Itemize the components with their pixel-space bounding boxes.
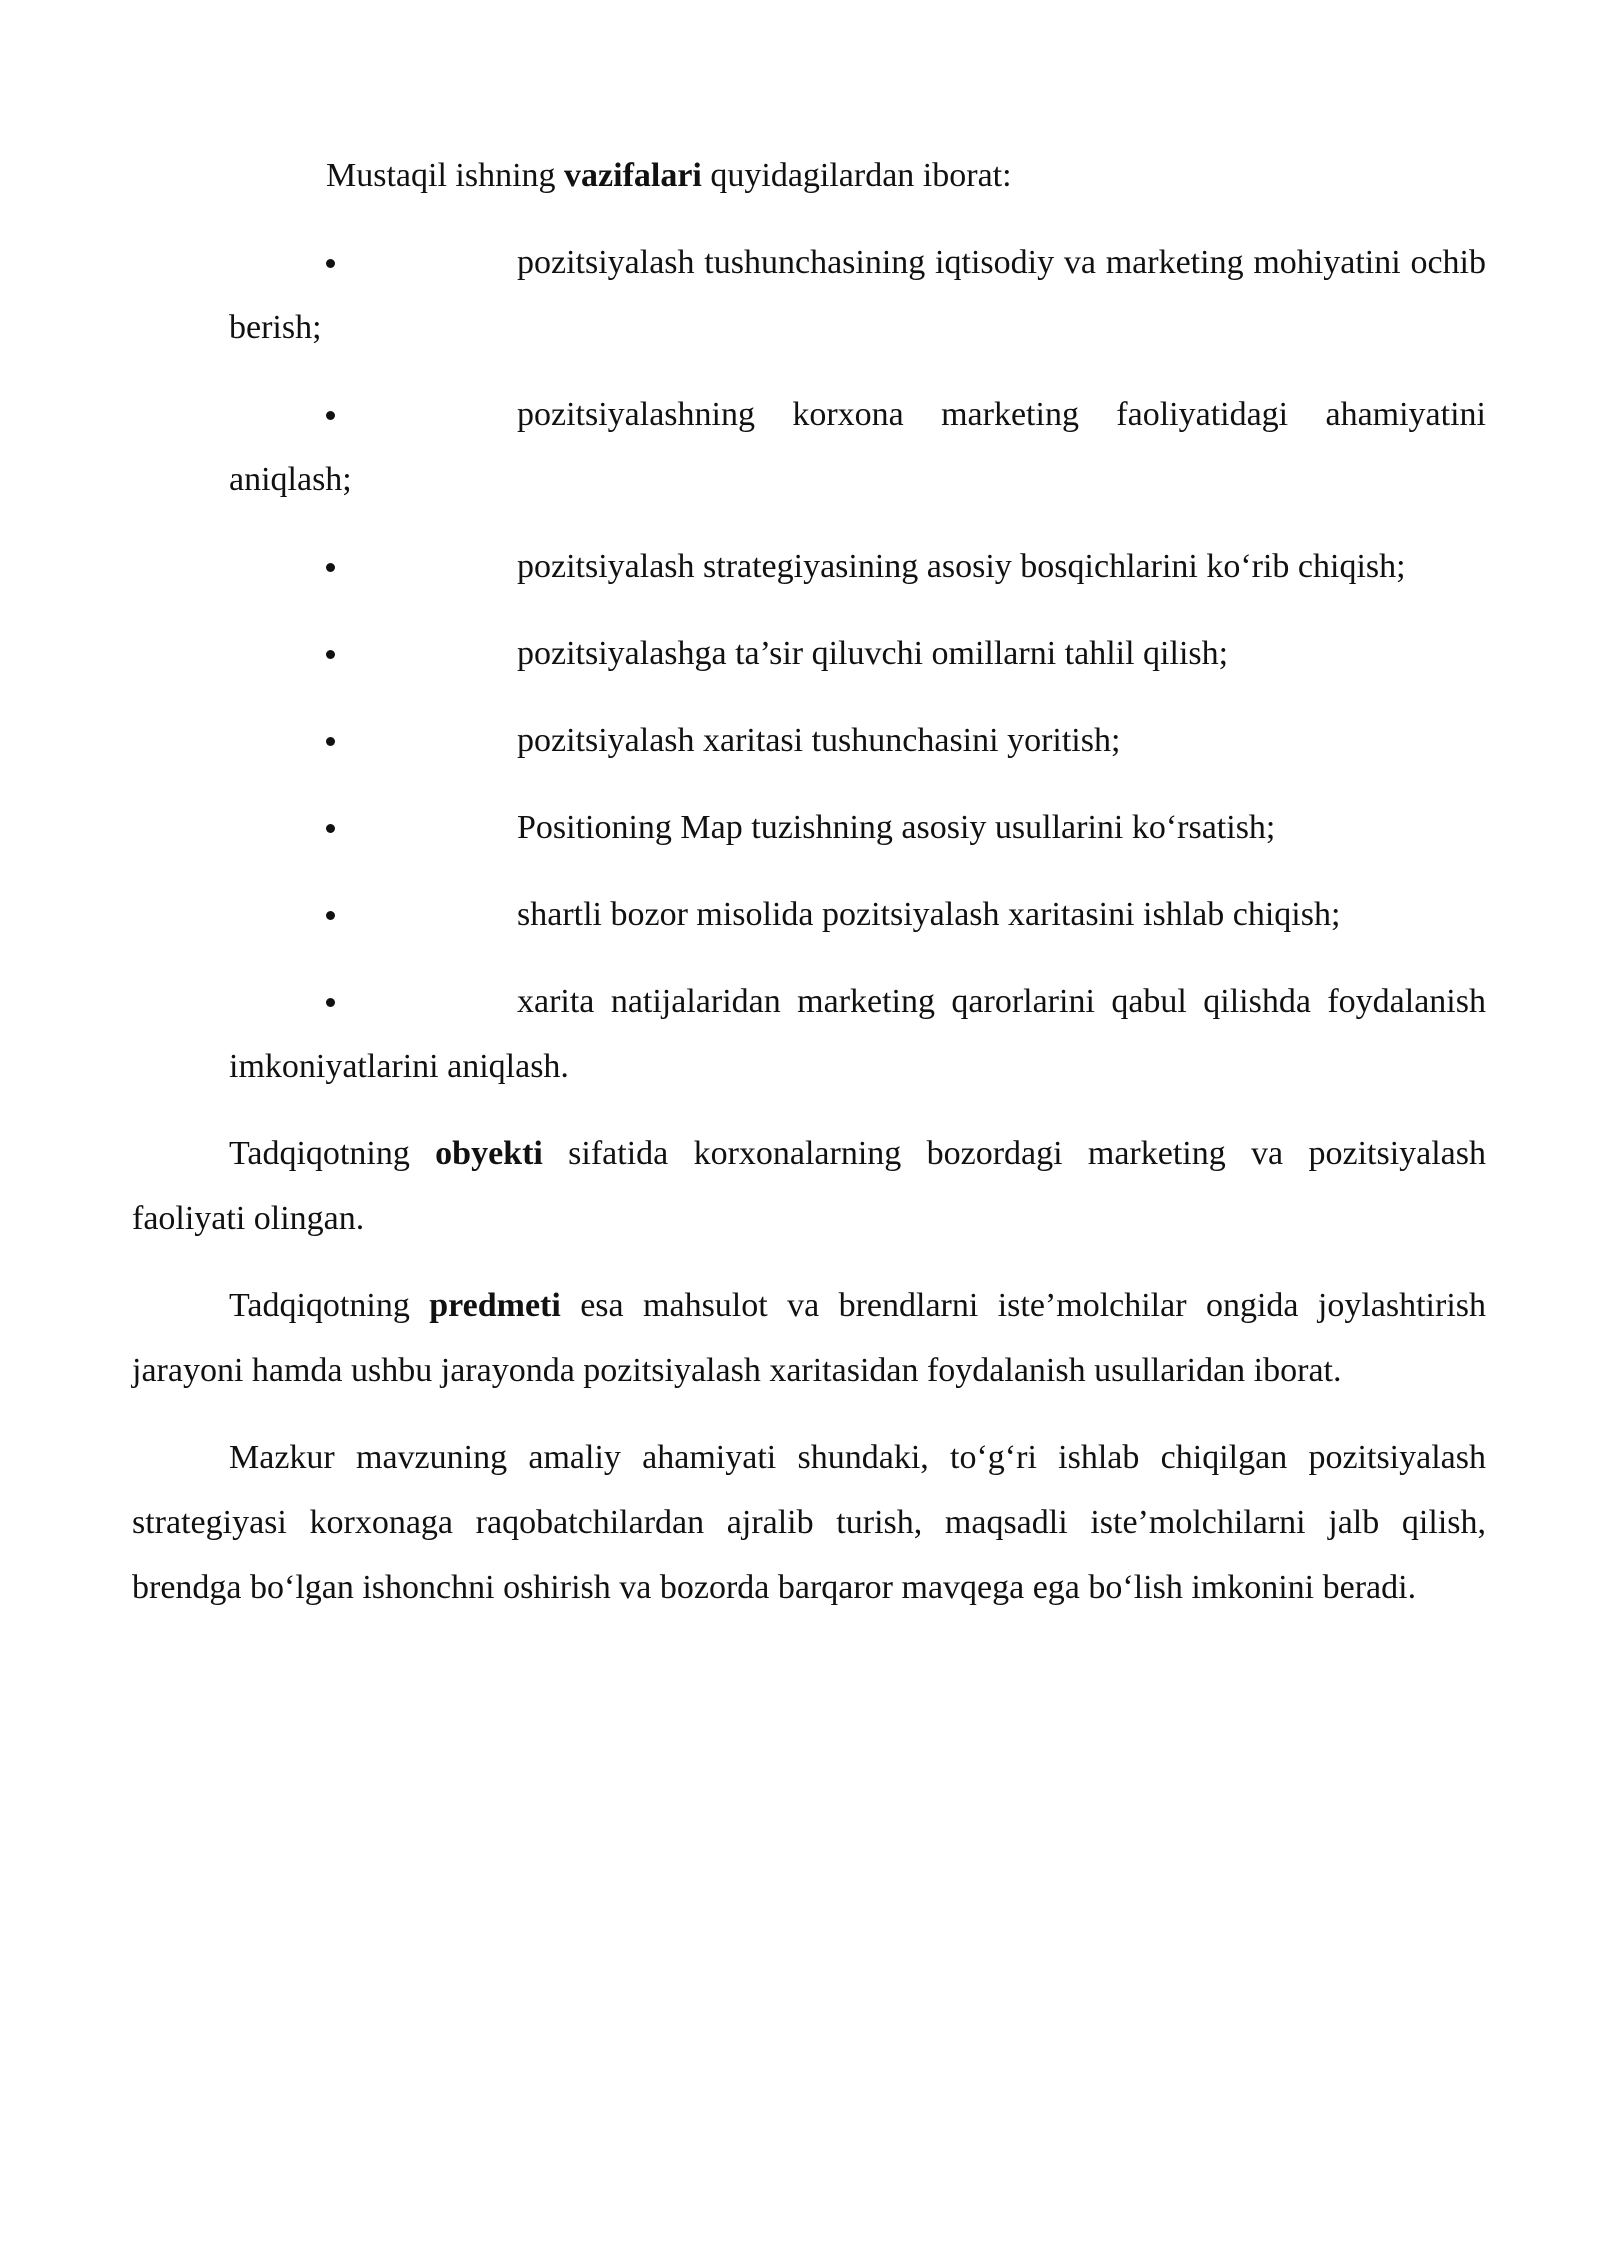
list-item: pozitsiyalash strategiyasining asosiy bosqichlarini ko‘rib chiqish; xyxy=(229,534,1486,599)
list-item: pozitsiyalashning korxona marketing faoliyatidagi ahamiyatini aniqlash; xyxy=(229,396,1486,498)
tasks-keyword: vazifalari xyxy=(564,157,702,194)
list-item: shartli bozor misolida pozitsiyalash xaritasini ishlab chiqish; xyxy=(229,882,1486,947)
document-body xyxy=(132,143,1486,1620)
subject-keyword: predmeti xyxy=(429,1287,561,1324)
list-item: pozitsiyalash tushunchasining iqtisodiy va marketing mohiyatini ochib berish; xyxy=(229,244,1486,346)
list-item: pozitsiyalash xaritasi tushunchasini yoritish; xyxy=(229,708,1486,773)
bullet-icon xyxy=(326,563,335,572)
bullet-icon xyxy=(326,259,335,268)
significance-paragraph: Mazkur mavzuning amaliy ahamiyati shundaki, to‘g‘ri ishlab chiqilgan pozitsiyalash strategiyasi korxonaga raqobatchilardan ajralib turish, maqsadli iste’molchilarni jalb qilish, brendga bo‘lgan ishonchni oshirish va bozorda barqaror mavqega ega bo‘lish imkonini beradi. xyxy=(132,1439,1486,1606)
list-item: Positioning Map tuzishning asosiy usullarini ko‘rsatish; xyxy=(229,795,1486,860)
subject-paragraph: Tadqiqotning predmeti esa mahsulot va brendlarni iste’molchilar ongida joylashtirish jarayoni hamda ushbu jarayonda pozitsiyalash xaritasidan foydalanish usullaridan iborat. xyxy=(132,1287,1486,1389)
object-paragraph: Tadqiqotning obyekti sifatida korxonalarning bozordagi marketing va pozitsiyalash faoliyati olingan. xyxy=(132,1135,1486,1237)
bullet-icon xyxy=(326,998,335,1007)
bullet-icon xyxy=(326,824,335,833)
tasks-intro: Mustaqil ishning vazifalari quyidagilardan iborat: xyxy=(326,157,1012,194)
tasks-list xyxy=(229,230,1486,1099)
bullet-icon xyxy=(326,411,335,420)
list-item: xarita natijalaridan marketing qarorlarini qabul qilishda foydalanish imkoniyatlarini aniqlash. xyxy=(229,983,1486,1085)
bullet-icon xyxy=(326,650,335,659)
bullet-icon xyxy=(326,737,335,746)
object-keyword: obyekti xyxy=(435,1135,543,1172)
bullet-icon xyxy=(326,911,335,920)
list-item: pozitsiyalashga ta’sir qiluvchi omillarni tahlil qilish; xyxy=(229,621,1486,686)
